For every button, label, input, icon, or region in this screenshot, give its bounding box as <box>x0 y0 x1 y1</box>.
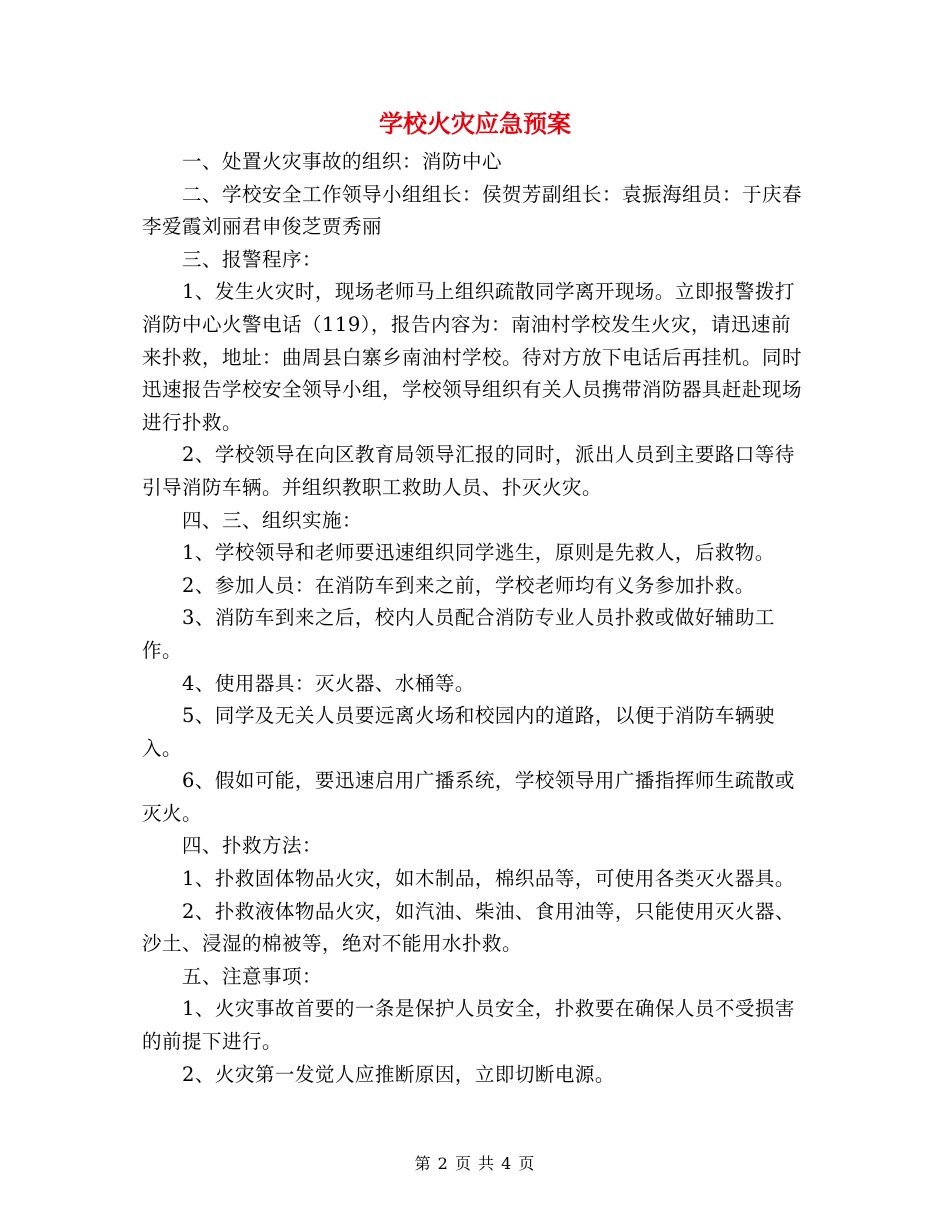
paragraph-method-2: 2、扑救液体物品火灾，如汽油、柴油、食用油等，只能使用灭火器、沙土、浸湿的棉被等，绝对不能用水扑救。 <box>142 899 795 956</box>
paragraph-section-2: 二、学校安全工作领导小组组长：侯贺芳副组长：袁振海组员：于庆春李爱霞刘丽君申俊芝贾秀丽 <box>142 182 802 239</box>
document-title: 学校火灾应急预案 <box>379 109 571 138</box>
paragraph-implement-4: 4、使用器具：灭火器、水桶等。 <box>181 671 475 695</box>
paragraph-notes-heading: 五、注意事项： <box>181 964 322 988</box>
paragraph-section-3-heading: 三、报警程序： <box>181 247 322 271</box>
paragraph-method-heading: 四、扑救方法： <box>181 834 322 858</box>
paragraph-method-1: 1、扑救固体物品火灾，如木制品，棉织品等，可使用各类灭火器具。 <box>181 867 795 891</box>
paragraph-implement-5: 5、同学及无关人员要远离火场和校园内的道路，以便于消防车辆驶入。 <box>142 704 775 760</box>
paragraph-implement-3: 3、消防车到来之后，校内人员配合消防专业人员扑救或做好辅助工作。 <box>142 606 775 662</box>
paragraph-implement-6: 6、假如可能，要迅速启用广播系统，学校领导用广播指挥师生疏散或灭火。 <box>142 769 795 825</box>
paragraph-implement-2: 2、参加人员：在消防车到来之前，学校老师均有义务参加扑救。 <box>181 573 755 597</box>
document-body <box>142 146 810 1091</box>
paragraph-notes-1: 1、火灾事故首要的一条是保护人员安全，扑救要在确保人员不受损害的前提下进行。 <box>142 997 795 1054</box>
paragraph-alarm-step-1: 1、发生火灾时，现场老师马上组织疏散同学离开现场。立即报警拨打消防中心火警电话（119），报告内容为：南油村学校发生火灾，请迅速前来扑救，地址：曲周县白寨乡南油村学校。待对方放下电话后再挂机。同时迅速报告学校安全领导小组，学校领导组织有关人员携带消防器具赶赴现场进行扑救。 <box>142 280 803 434</box>
page-number-footer: 第 2 页 共 4 页 <box>414 1154 536 1173</box>
paragraph-section-4-heading: 四、三、组织实施： <box>181 508 362 532</box>
paragraph-section-1: 一、处置火灾事故的组织：消防中心 <box>181 150 502 173</box>
paragraph-implement-1: 1、学校领导和老师要迅速组织同学逃生，原则是先救人，后救物。 <box>181 541 775 565</box>
paragraph-notes-2: 2、火灾第一发觉人应推断原因，立即切断电源。 <box>181 1062 615 1086</box>
paragraph-alarm-step-2: 2、学校领导在向区教育局领导汇报的同时，派出人员到主要路口等待引导消防车辆。并组织教职工救助人员、扑灭火灾。 <box>142 443 795 499</box>
